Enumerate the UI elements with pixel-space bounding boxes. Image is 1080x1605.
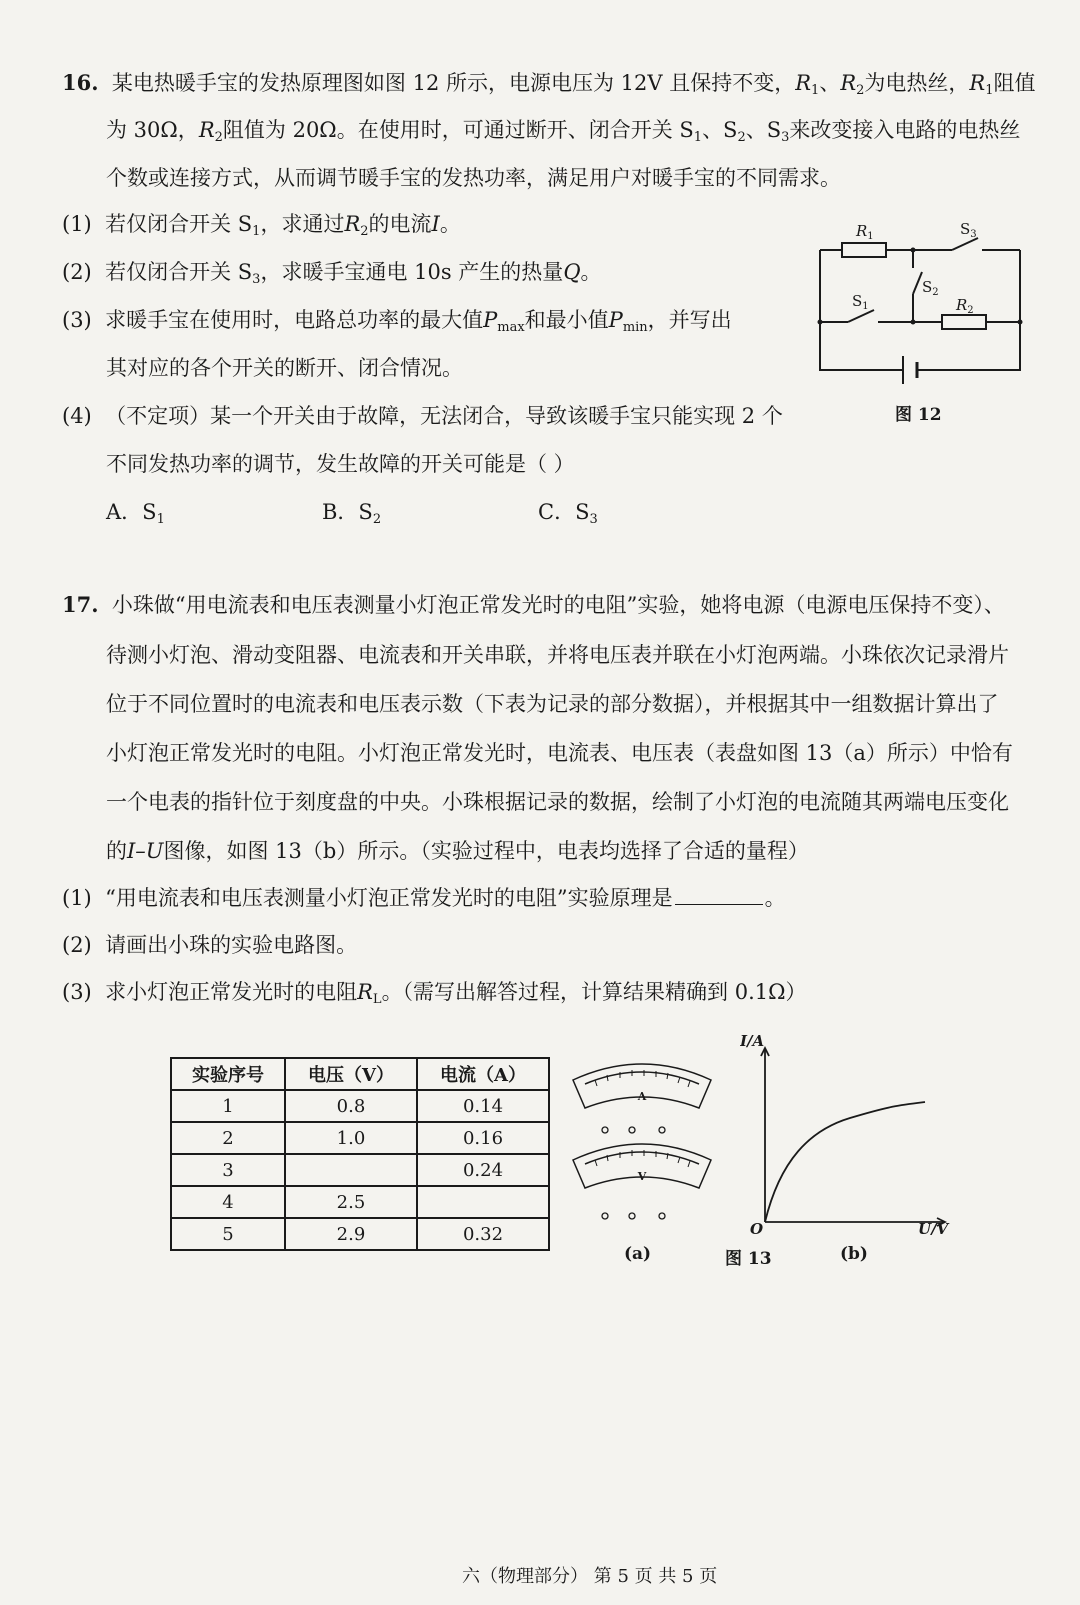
figure-12-circuit (800, 220, 1040, 420)
label-s2: $S_2$ (922, 278, 939, 298)
q16-line-3: 个数或连接方式，从而调节暖手宝的发热功率，满足用户对暖手宝的不同需求。 (106, 166, 841, 190)
q16-option-a: A．$S_1$ (106, 500, 165, 527)
resistor-r1 (842, 243, 886, 257)
figure-13-caption: 图 13 (725, 1249, 772, 1269)
label-r2: $R_2$ (956, 296, 974, 316)
data-table (170, 1057, 550, 1251)
table-row: 4 2.5 (171, 1186, 549, 1218)
label-s3: $S_3$ (960, 220, 977, 240)
iu-curve (765, 1102, 925, 1222)
q16-part-3-line-2: 其对应的各个开关的断开、闭合情况。 (106, 356, 463, 380)
figure-13a-label: (a) (624, 1244, 652, 1264)
label-s1: $S_1$ (852, 292, 869, 312)
q16-part-4: (4) （不定项）某一个开关由于故障，无法闭合，导致该暖手宝只能实现 2 个 (62, 404, 783, 428)
q17-line-3: 位于不同位置时的电流表和电压表示数（下表为记录的部分数据），并根据其中一组数据计算出了 (106, 692, 999, 716)
switch-s2-blade (913, 272, 922, 294)
y-axis-label: I/A (740, 1032, 765, 1050)
figure-13b-label: (b) (840, 1244, 868, 1264)
q16-option-c: C．$S_3$ (538, 500, 598, 527)
q17-part-3: (3) 求小灯泡正常发光时的电阻$R_L$。（需写出解答过程，计算结果精确到 0.1Ω） (62, 980, 807, 1007)
table-row: 3 0.24 (171, 1154, 549, 1186)
ammeter-terminal (659, 1127, 665, 1133)
table-row: 5 2.9 0.32 (171, 1218, 549, 1250)
voltmeter-terminal (659, 1213, 665, 1219)
q17-line-6: 的I–U图像，如图 13（b）所示。（实验过程中，电表均选择了合适的量程） (106, 839, 809, 863)
q17-part-1: (1) “用电流表和电压表测量小灯泡正常发光时的电阻”实验原理是 。 (62, 886, 786, 910)
table-header-row (171, 1058, 549, 1090)
q16-option-b: B．$S_2$ (322, 500, 382, 527)
q17-part-2: (2) 请画出小珠的实验电路图。 (62, 933, 358, 957)
ammeter-terminal (602, 1127, 608, 1133)
ammeter-unit: A (637, 1090, 647, 1103)
q16-line-2: 为 30Ω，$R_2$阻值为 20Ω。在使用时，可通过断开、闭合开关 $S_1$、$S_2$、$S_3$来改变接入电路的电热丝 (106, 118, 1021, 145)
q17-line-5: 一个电表的指针位于刻度盘的中央。小珠根据记录的数据，绘制了小灯泡的电流随其两端电压变化 (106, 790, 1009, 814)
figure-13a-meters (565, 1050, 720, 1230)
header-voltage: 电压（V） (285, 1058, 417, 1090)
q17-line-2: 待测小灯泡、滑动变阻器、电流表和开关串联，并将电压表并联在小灯泡两端。小珠依次记录滑片 (106, 643, 1009, 667)
x-axis-label: U/V (918, 1220, 949, 1235)
q17-number: 17. (62, 592, 99, 617)
page-footer: 六（物理部分） 第 5 页 共 5 页 (462, 1566, 718, 1587)
table-row: 1 0.8 0.14 (171, 1090, 549, 1122)
q16-line-1: 16. 某电热暖手宝的发热原理图如图 12 所示，电源电压为 12V 且保持不变，$R_1$、$R_2$为电热丝，$R_1$阻值 (62, 70, 1036, 98)
q16-part-1: (1) 若仅闭合开关 $S_1$，求通过$R_2$的电流I。 (62, 212, 461, 239)
q16-part-4-line-2: 不同发热功率的调节，发生故障的开关可能是（ ） (106, 452, 575, 476)
figure-12-caption: 图 12 (895, 405, 942, 425)
switch-s1-blade (848, 310, 874, 322)
q16-part-2: (2) 若仅闭合开关 $S_3$，求暖手宝通电 10s 产生的热量Q。 (62, 260, 602, 287)
figure-13b-graph (740, 1030, 955, 1235)
table-row: 2 1.0 0.16 (171, 1122, 549, 1154)
voltmeter-unit: V (637, 1170, 647, 1183)
answer-blank[interactable] (675, 884, 763, 905)
q16-number: 16. (62, 70, 99, 95)
label-r1: $R_1$ (856, 222, 874, 242)
q17-line-4: 小灯泡正常发光时的电阻。小灯泡正常发光时，电流表、电压表（表盘如图 13（a）所示）中恰有 (106, 741, 1013, 765)
voltmeter-terminal (629, 1213, 635, 1219)
q16-part-3: (3) 求暖手宝在使用时，电路总功率的最大值$P_{max}$和最小值$P_{min}$，并写出 (62, 308, 732, 335)
origin-label: O (750, 1220, 764, 1235)
header-current: 电流（A） (417, 1058, 549, 1090)
voltmeter-terminal (602, 1213, 608, 1219)
q17-line-1: 17. 小珠做“用电流表和电压表测量小灯泡正常发光时的电阻”实验，她将电源（电源电压保持不变）、 (62, 592, 1005, 617)
header-trial: 实验序号 (171, 1058, 285, 1090)
resistor-r2 (942, 315, 986, 329)
ammeter-terminal (629, 1127, 635, 1133)
